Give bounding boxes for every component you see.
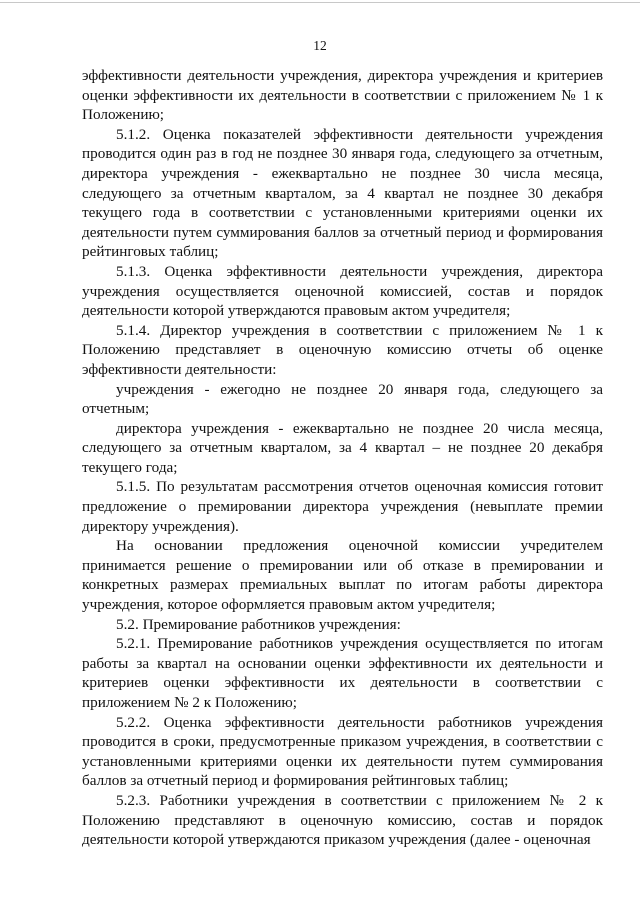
paragraph-founder-decision: На основании предложения оценочной комиссии учредителем принимается решение о премировании или об отказе в премировании и конкретных размерах премиальных выплат по итогам работы директора учреждения, которое оформляется правовым актом учредителя;	[82, 537, 603, 614]
paragraph-5-2: 5.2. Премирование работников учреждения:	[116, 615, 401, 633]
paragraph-5-2-3: 5.2.3. Работники учреждения в соответствии с приложением № 2 к Положению представляют в оценочную комиссию, состав и порядок деятельности которой утверждаются приказом учреждения (далее - оценочная	[82, 791, 603, 849]
page-number: 12	[313, 38, 327, 53]
paragraph-director-deadline: директора учреждения - ежеквартально не позднее 20 числа месяца, следующего за отчетным кварталом, за 4 квартал – не позднее 20 декабря текущего года;	[82, 419, 603, 476]
paragraph-5-1-5: 5.1.5. По результатам рассмотрения отчетов оценочная комиссия готовит предложение о премировании директора учреждения (невыплате премии директору учреждения).	[82, 478, 603, 535]
document-body	[82, 66, 603, 850]
paragraph-5-2-1: 5.2.1. Премирование работников учреждения осуществляется по итогам работы за квартал на основании оценки эффективности их деятельности и критериев оценки эффективности их деятельности в соответствии с приложением № 2 к Положению;	[82, 635, 603, 711]
paragraph-5-1-4: 5.1.4. Директор учреждения в соответствии с приложением № 1 к Положению представляет в оценочную комиссию отчеты об оценке эффективности деятельности:	[82, 321, 603, 378]
paragraph-5-1-3: 5.1.3. Оценка эффективности деятельности учреждения, директора учреждения осуществляется оценочной комиссией, состав и порядок деятельности которой утверждаются правовым актом учредителя;	[82, 262, 603, 320]
paragraph-5-1-2: 5.1.2. Оценка показателей эффективности деятельности учреждения проводится один раз в год не позднее 30 января года, следующего за отчетным, директора учреждения - ежеквартально не позднее 30 числа месяца, следующего за отчетным кварталом, за 4 квартал не позднее 30 декабря текущего года в соответствии с установленными критериями оценки их деятельности путем суммирования баллов за отчетный период и формирования рейтинговых таблиц;	[82, 125, 603, 261]
paragraph-continuation: эффективности деятельности учреждения, директора учреждения и критериев оценки эффективности их деятельности в соответствии с приложением № 1 к Положению;	[82, 67, 603, 124]
page-top-edge	[0, 2, 640, 3]
paragraph-5-2-2: 5.2.2. Оценка эффективности деятельности работников учреждения проводится в сроки, предусмотренные приказом учреждения, в соответствии с установленными критериями оценки их деятельности путем суммирования баллов за отчетный период и формирования рейтинговых таблиц;	[82, 713, 603, 790]
paragraph-institution-deadline: учреждения - ежегодно не позднее 20 января года, следующего за отчетным;	[82, 380, 603, 418]
